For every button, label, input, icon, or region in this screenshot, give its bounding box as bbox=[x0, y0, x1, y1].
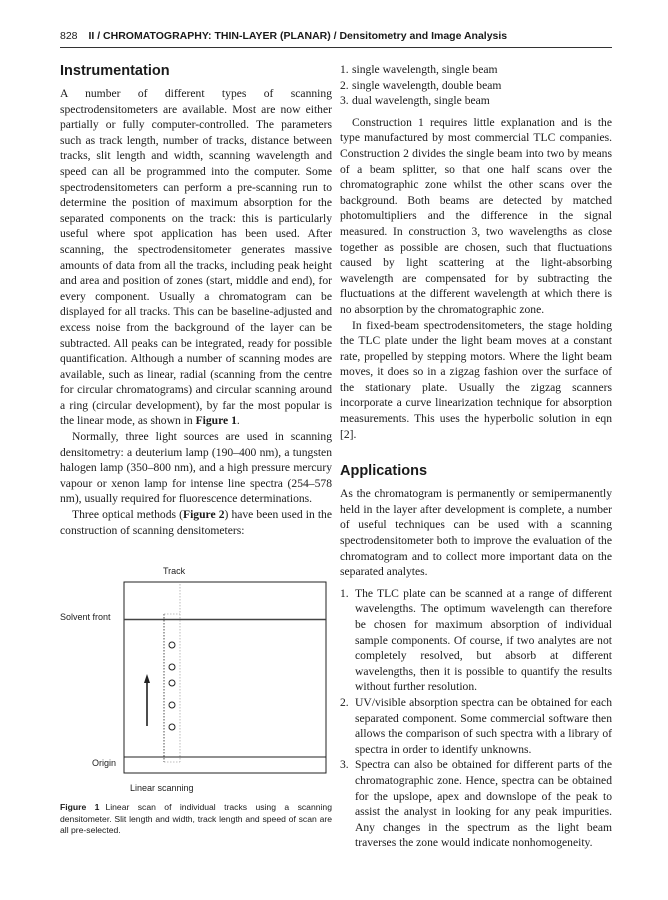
figure-reference[interactable]: Figure 1 bbox=[195, 414, 237, 428]
list-number: 2. bbox=[340, 695, 349, 709]
list-text: UV/visible absorption spectra can be obtained for each separated component. Some commercial software then allows the comparison of such spectra with a library of spectra in order to identify unknowns. bbox=[355, 695, 612, 756]
paragraph-text: . bbox=[236, 414, 240, 428]
paragraph: In fixed-beam spectrodensitometers, the stage holding the TLC plate under the light beam moves at a constant rate, propelled by stepping motors. Where the light beam moves, it does so in a zigzag fashion over the surface of the stationary plate. Usually the zigzag scanners incorporate a curve linearization technique for absorption measurements. This uses the hyperbolic solution in eqn [2]. bbox=[340, 318, 612, 441]
list-text: dual wavelength, single beam bbox=[352, 94, 490, 108]
list-number: 1. bbox=[340, 63, 349, 76]
list-number: 1. bbox=[340, 586, 349, 600]
list-number: 2. bbox=[340, 78, 349, 92]
caption-label: Figure 1 bbox=[60, 802, 100, 812]
paragraph-text: A number of different types of scanning spectrodensitometers are available. Most are now either partially or fully computer-controlled. The parameters such as track length, number of tracks, distance between tracks, slit length and width, scanning wavelength and speed can all be programmed into the computer. Some spectrodensitometers can perform a pre-scanning run to determine the position of maximum absorption for the separated components on the track: this is particularly useful where spot application has been used. After scanning, the spectrodensitometer generates massive amounts of data from all the tracks, including peak height and area and position of zones (start, middle and end), for every component. Usually a chromatogram can be displayed for all tracks. This can be baseline-adjusted and excess noise from the background of the layer can be subtracted. All peaks can be integrated, ready for possible quantification. Although a number of scanning modes are available, such as linear, radial (scanning from the centre for circular chromatograms) and circular scanning around a ring (circular development), by far the most popular is the linear mode, as shown in bbox=[60, 87, 332, 428]
solvent-front-label: Solvent front bbox=[60, 612, 111, 622]
page-number: 828 bbox=[60, 30, 78, 42]
paragraph: Normally, three light sources are used in scanning densitometry: a deuterium lamp (190–400 nm), a tungsten halogen lamp (350–800 nm), and a high pressure mercury vapour or xenon lamp for intense line spectra (254–578 nm), usually required for fluorescence determinations. bbox=[60, 430, 332, 506]
zone-spot bbox=[169, 702, 175, 708]
paragraph bbox=[60, 86, 332, 429]
applications-list bbox=[340, 586, 612, 851]
list-text: single wavelength, double beam bbox=[352, 78, 502, 92]
paragraph-text: ) have been used in the construction of scanning densitometers: bbox=[60, 508, 332, 537]
section-heading-instrumentation: Instrumentation bbox=[60, 63, 170, 79]
paragraph bbox=[60, 507, 332, 538]
left-column bbox=[60, 62, 332, 538]
list-item bbox=[340, 586, 612, 695]
linear-scanning-label: Linear scanning bbox=[130, 783, 194, 793]
section-heading-applications: Applications bbox=[340, 463, 428, 480]
zone-spot bbox=[169, 724, 175, 730]
paragraph: As the chromatogram is permanently or semipermanently held in the layer after development is complete, a number of useful techniques can be used with a scanning spectrodensitometer both to improve the evaluation of the chromatogram and to collect more important data on the separated analytes. bbox=[340, 487, 612, 579]
list-item bbox=[340, 757, 612, 851]
optical-methods-list bbox=[340, 62, 612, 109]
list-item bbox=[340, 62, 612, 78]
list-text: single wavelength, single beam bbox=[352, 63, 498, 76]
running-header bbox=[60, 30, 612, 42]
header-rule bbox=[60, 47, 612, 48]
right-column bbox=[340, 62, 612, 851]
list-item bbox=[340, 78, 612, 94]
paragraph: Construction 1 requires little explanation and is the type manufactured by most commercial TLC companies. Construction 2 divides the single beam into two by means of a beam splitter, so that one half scans over the chromatographic zone whilst the other scans over the background. Both beams are detected by matched photomultipliers and the difference in the signal measured. In construction 3, two wavelengths as close together as possible are chosen, such that fluctuations caused by light scattering at the light-absorbing wavelength are compensated for by subtracting the fluctuations at the different wavelength at which there is no absorption by the chromatographic zone. bbox=[340, 115, 612, 316]
figure-caption bbox=[60, 802, 332, 837]
caption-text: Linear scan of individual tracks using a scanning densitometer. Slit length and width, track length and speed of scan are all pre-selected. bbox=[60, 802, 332, 835]
track-label: Track bbox=[163, 566, 186, 576]
paragraph-text: Three optical methods ( bbox=[72, 508, 183, 522]
figure-reference[interactable]: Figure 2 bbox=[182, 508, 225, 522]
origin-label: Origin bbox=[92, 758, 117, 768]
list-number: 3. bbox=[340, 94, 349, 108]
zone-spot bbox=[169, 642, 175, 648]
tlc-plate bbox=[124, 582, 326, 773]
list-text: The TLC plate can be scanned at a range of different wavelengths. The optimum wavelength can therefore be chosen for maximum absorption of individual sample components. Of course, if two analytes are not completely resolved, but absorb at different wavelengths, then it is possible to quantify the results without further resolution. bbox=[355, 586, 612, 694]
zone-spot bbox=[169, 680, 175, 686]
running-title: II / CHROMATOGRAPHY: THIN-LAYER (PLANAR) / Densitometry and Image Analysis bbox=[88, 30, 508, 42]
list-number: 3. bbox=[340, 758, 349, 772]
list-item bbox=[340, 695, 612, 757]
list-text: Spectra can also be obtained for different parts of the chromatographic zone. Hence, spectra can be obtained for the upslope, apex and downslope of the peak to assist the analyst in looking for any peak impurities. Any changes in the spectrum as the light beam traverses the zone would indicate nonhomogeneity. bbox=[355, 758, 612, 850]
figure-1 bbox=[60, 560, 332, 800]
arrow-head-icon bbox=[144, 674, 150, 683]
zone-spot bbox=[169, 664, 175, 670]
linear-scan-diagram bbox=[60, 560, 332, 800]
list-item bbox=[340, 93, 612, 109]
